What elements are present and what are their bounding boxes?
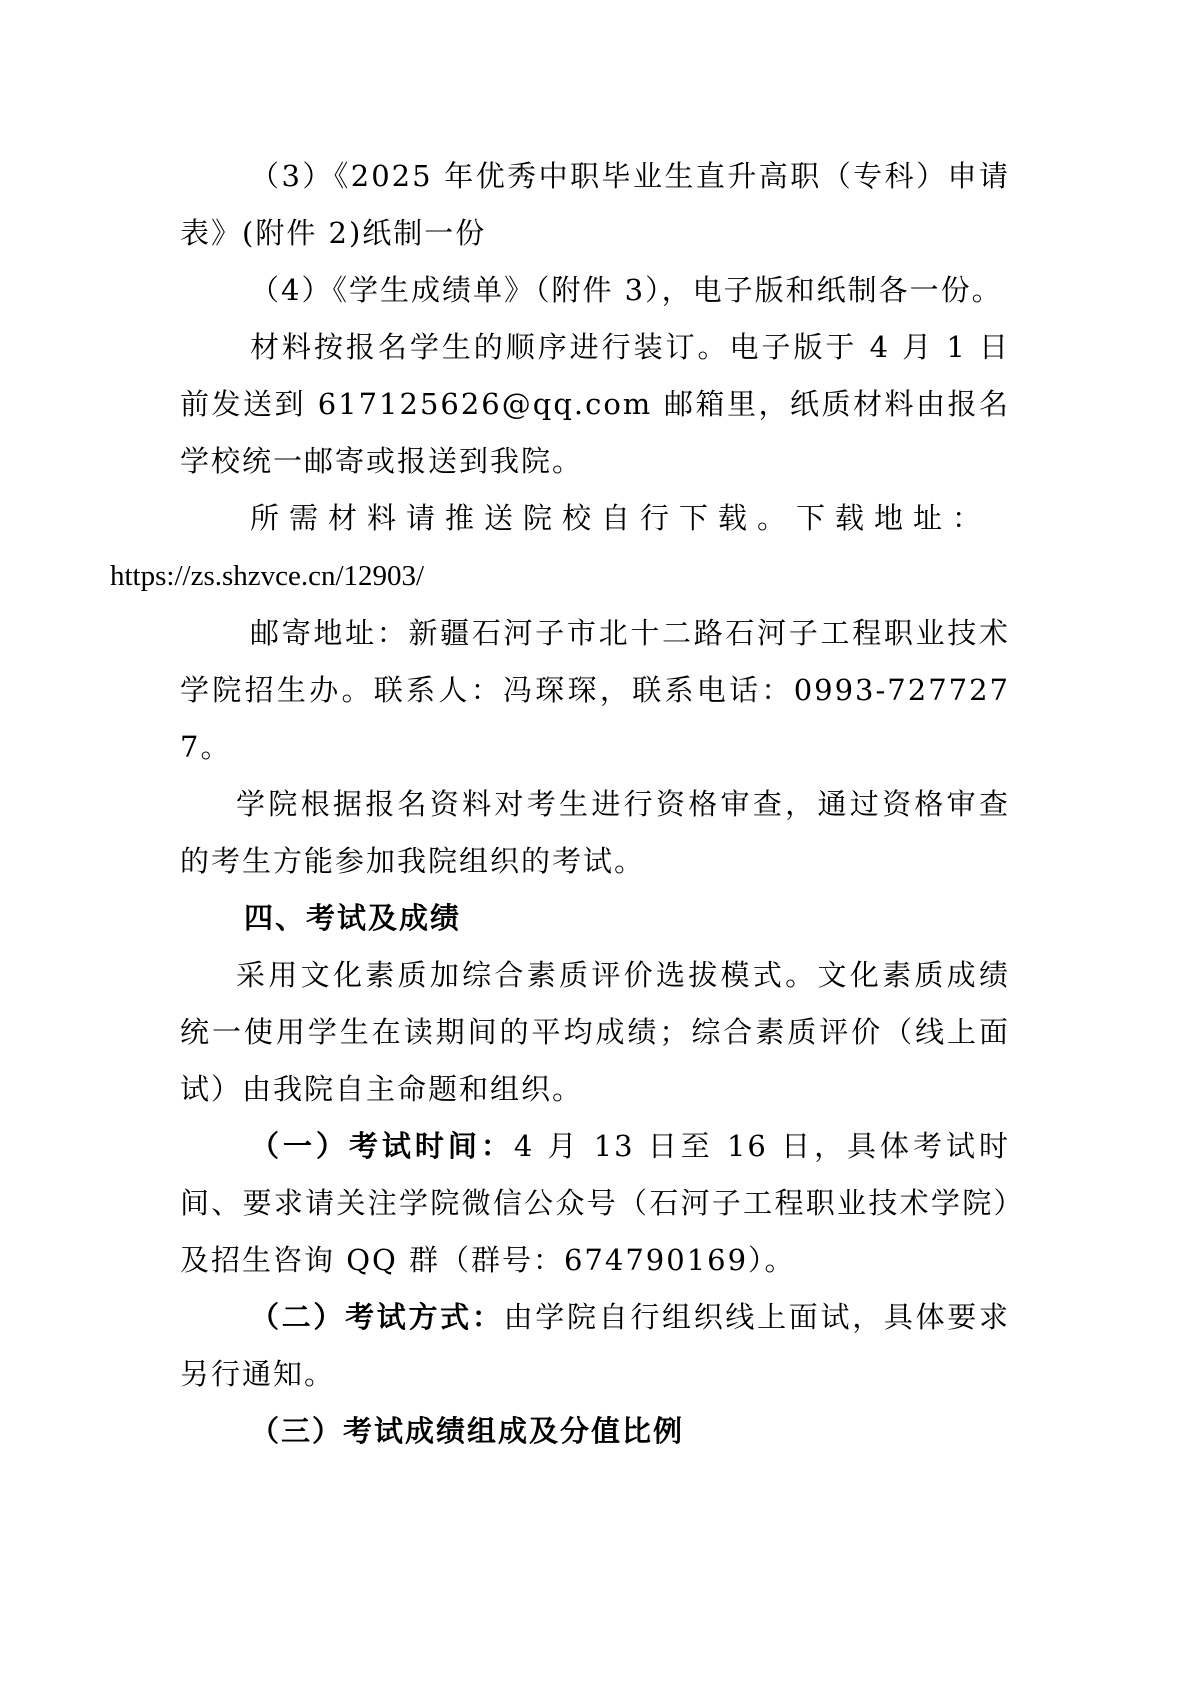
paragraph-exam-time [180, 1118, 1010, 1289]
paragraph-score-composition: （三）考试成绩组成及分值比例 [250, 1414, 685, 1448]
paragraph-qualification-review: 学院根据报名资料对考生进行资格审查，通过资格审查的考生方能参加我院组织的考试。 [180, 787, 1010, 878]
exam-method-body: 由学院自行组织线上面试，具体要求另行通知。 [180, 1300, 1010, 1391]
document-body [110, 148, 1010, 1460]
paragraph-download [110, 490, 1010, 605]
paragraph-attachment-2: （3）《2025 年优秀中职毕业生直升高职（专科）申请表》(附件 2)纸制一份 [180, 159, 1010, 250]
paragraph-selection-mode: 采用文化素质加综合素质评价选拔模式。文化素质成绩统一使用学生在读期间的平均成绩；综合素质评价（线上面试）由我院自主命题和组织。 [180, 958, 1010, 1106]
section-heading-exam: 四、考试及成绩 [244, 901, 462, 935]
exam-time-body: 4 月 13 日至 16 日，具体考试时间、要求请关注学院微信公众号（石河子工程职业技术学院）及招生咨询 QQ 群（群号：674790169）。 [180, 1129, 1010, 1277]
paragraph-exam-method [180, 1289, 1010, 1403]
paragraph-binding-instructions: 材料按报名学生的顺序进行装订。电子版于 4 月 1 日前发送到 617125626@qq.com 邮箱里，纸质材料由报名学校统一邮寄或报送到我院。 [180, 330, 1010, 478]
exam-time-label: （一）考试时间： [250, 1129, 514, 1163]
paragraph-attachment-3: （4）《学生成绩单》（附件 3），电子版和纸制各一份。 [250, 273, 1003, 307]
download-lead: 所需材料请推送院校自行下载。下载地址： [250, 501, 992, 535]
exam-method-label: （二）考试方式： [250, 1300, 504, 1334]
download-url-link[interactable]: https://zs.shzvce.cn/12903/ [110, 560, 425, 592]
paragraph-mailing-address: 邮寄地址：新疆石河子市北十二路石河子工程职业技术学院招生办。联系人：冯琛琛，联系电话：0993-7277277。 [180, 616, 1010, 764]
